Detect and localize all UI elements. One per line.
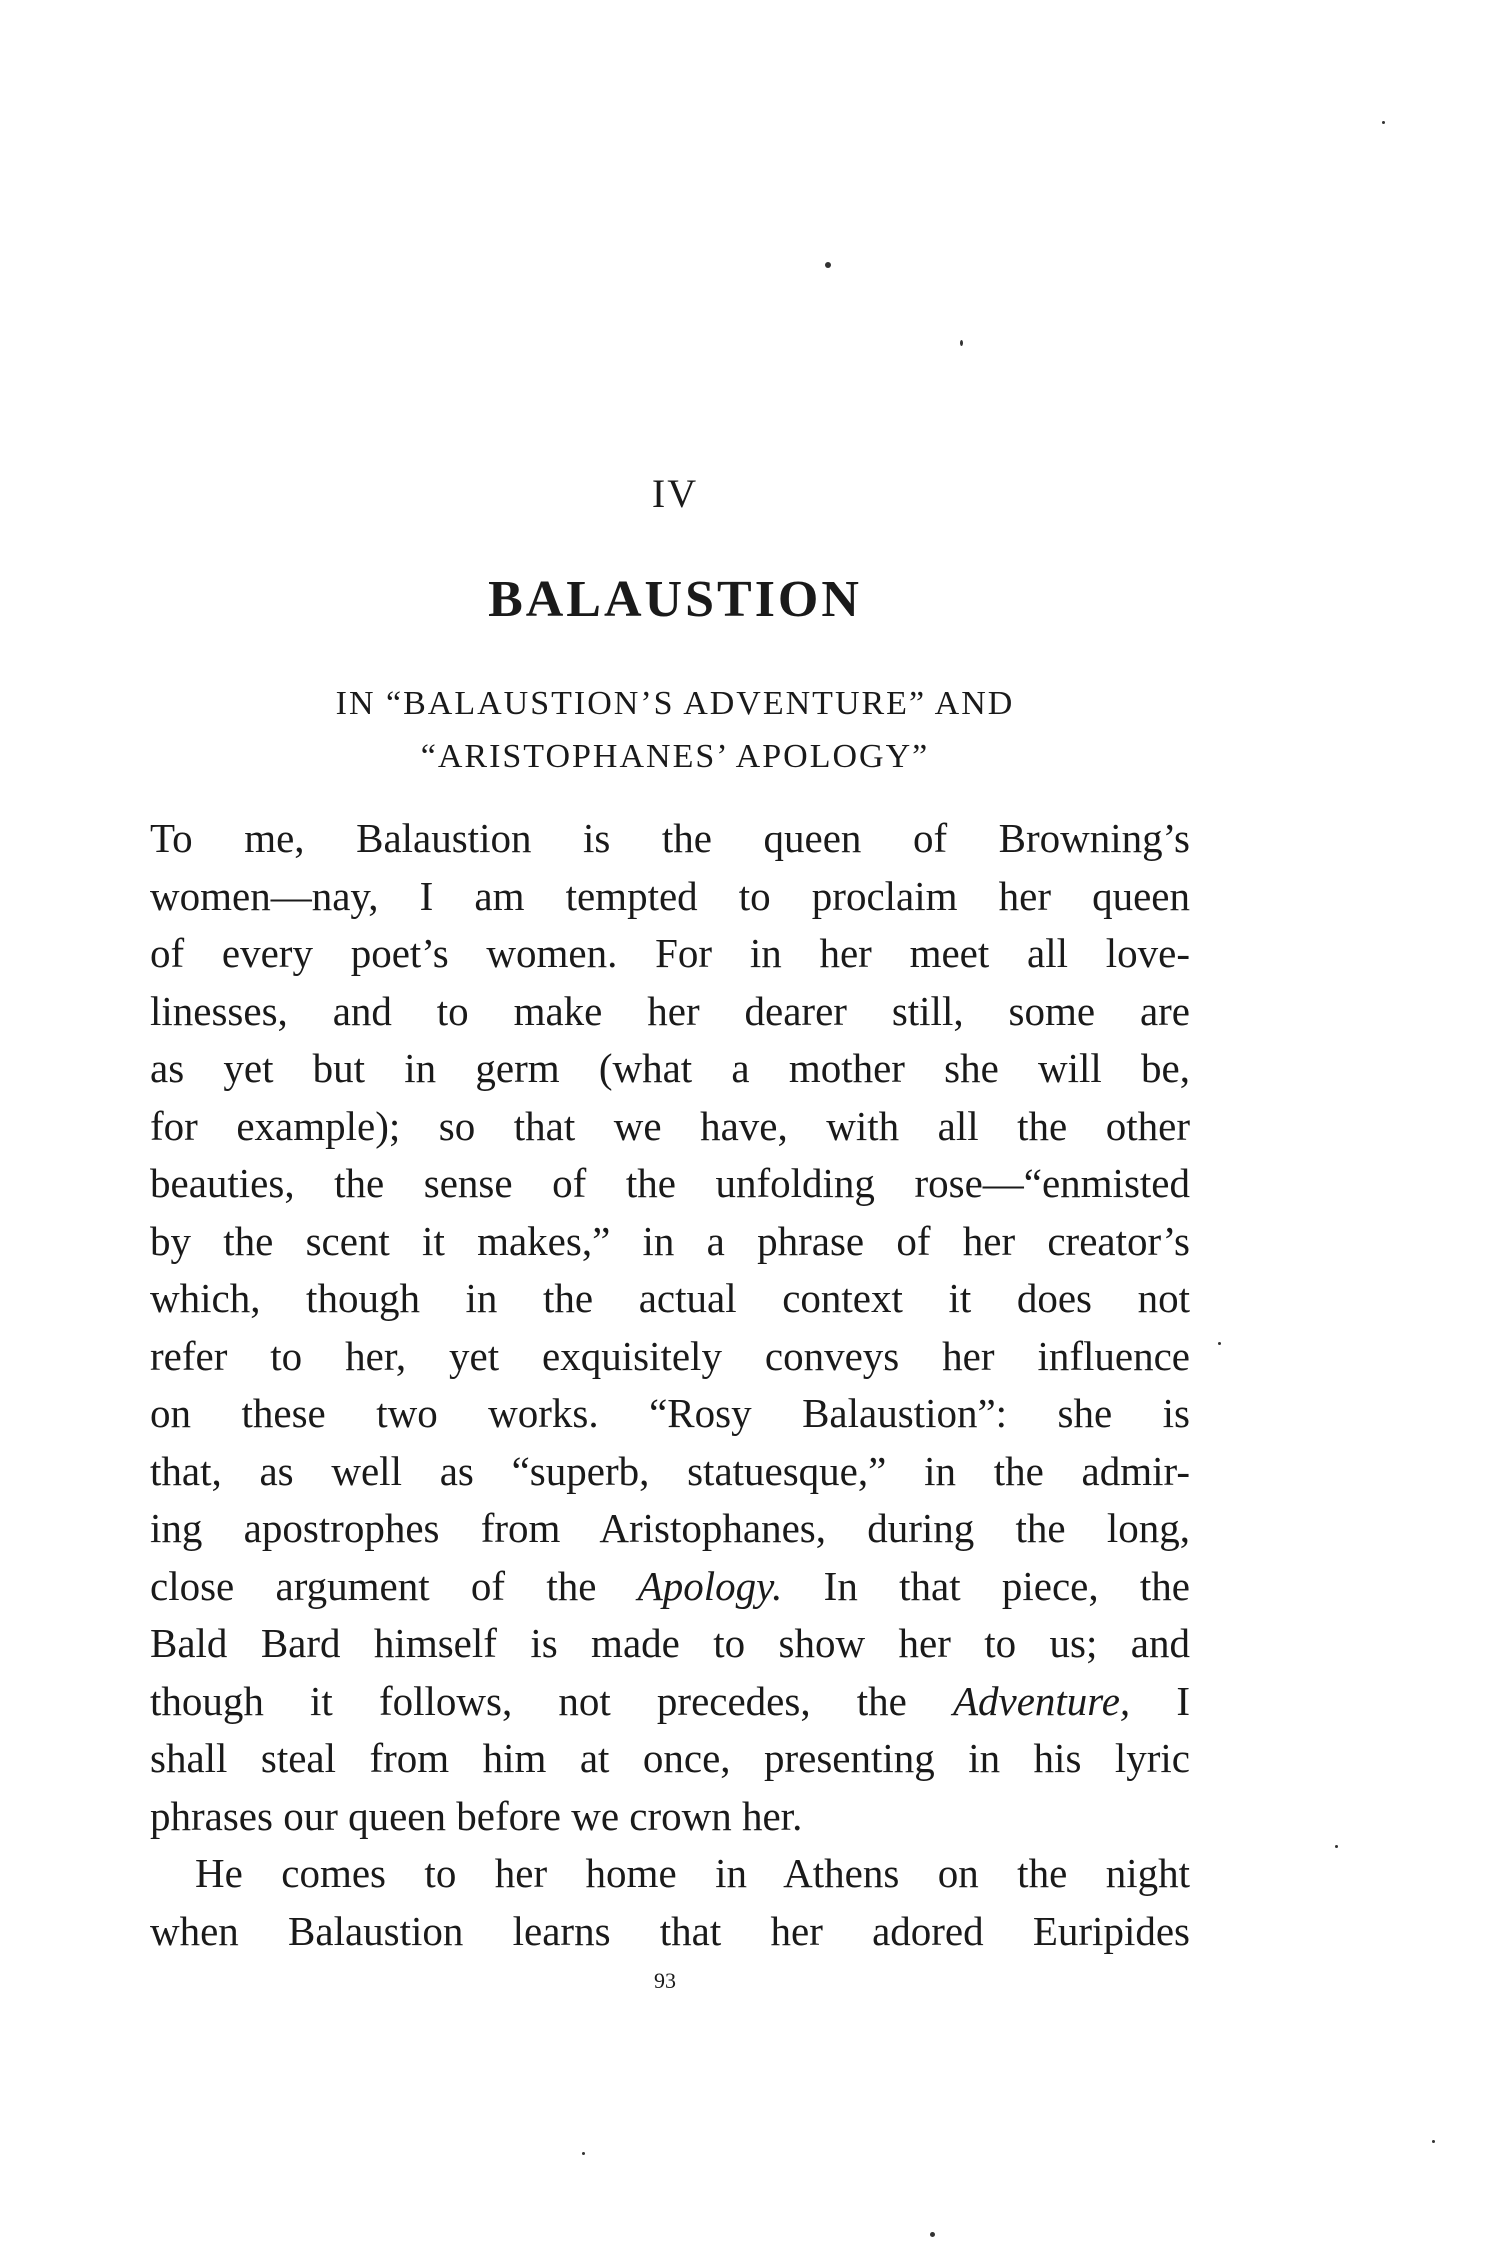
text-line: which, though in the actual context it does not [150, 1275, 1190, 1321]
scan-speck [582, 2152, 585, 2155]
italic-title-apology: Apology. [637, 1562, 783, 1609]
text-segment: I [1130, 1677, 1190, 1724]
scan-speck [1432, 2140, 1435, 2143]
scan-speck [960, 340, 963, 346]
text-line: To me, Balaustion is the queen of Browning’s [150, 815, 1190, 861]
chapter-title: BALAUSTION [488, 571, 862, 628]
chapter-subtitle-line-2: “ARISTOPHANES’ APOLOGY” [420, 738, 930, 775]
text-line: of every poet’s women. For in her meet all love- [150, 930, 1190, 976]
text-line: shall steal from him at once, presenting in his lyric [150, 1735, 1190, 1781]
scan-speck [825, 262, 831, 268]
text-line: He comes to her home in Athens on the night [195, 1850, 1190, 1896]
text-line: on these two works. “Rosy Balaustion”: she is [150, 1390, 1190, 1436]
text-line: that, as well as “superb, statuesque,” in the admir- [150, 1447, 1190, 1494]
scan-speck [1218, 1342, 1221, 1345]
chapter-subtitle-line-1: IN “BALAUSTION’S ADVENTURE” AND [335, 685, 1015, 722]
text-line: when Balaustion learns that her adored Euripides [150, 1907, 1190, 1954]
text-line: linesses, and to make her dearer still, some are [150, 987, 1190, 1034]
text-line: women—nay, I am tempted to proclaim her queen [150, 872, 1190, 919]
scan-speck [1335, 1845, 1338, 1848]
text-line: ing apostrophes from Aristophanes, during the long, [150, 1505, 1190, 1551]
text-segment: though it follows, not precedes, the [150, 1677, 953, 1724]
text-line: Bald Bard himself is made to show her to us; and [150, 1620, 1190, 1666]
italic-title-adventure: Adventure, [952, 1677, 1131, 1724]
text-line: beauties, the sense of the unfolding rose—“enmisted [150, 1160, 1190, 1206]
body-text [150, 810, 1190, 1960]
scan-speck [930, 2232, 935, 2237]
text-segment: close argument of the [150, 1562, 638, 1609]
text-line: for example); so that we have, with all the other [150, 1102, 1190, 1149]
text-segment: In that piece, the [782, 1562, 1190, 1609]
text-line: by the scent it makes,” in a phrase of her creator’s [150, 1217, 1190, 1264]
text-line: refer to her, yet exquisitely conveys her influence [150, 1332, 1190, 1379]
text-line [150, 1673, 1190, 1731]
chapter-number: IV [651, 471, 699, 516]
page-number: 93 [654, 1968, 676, 1993]
scan-speck [1382, 121, 1385, 124]
text-line: phrases our queen before we crown her. [150, 1792, 803, 1839]
text-line [150, 1558, 1190, 1616]
text-line: as yet but in germ (what a mother she will be, [150, 1045, 1190, 1091]
